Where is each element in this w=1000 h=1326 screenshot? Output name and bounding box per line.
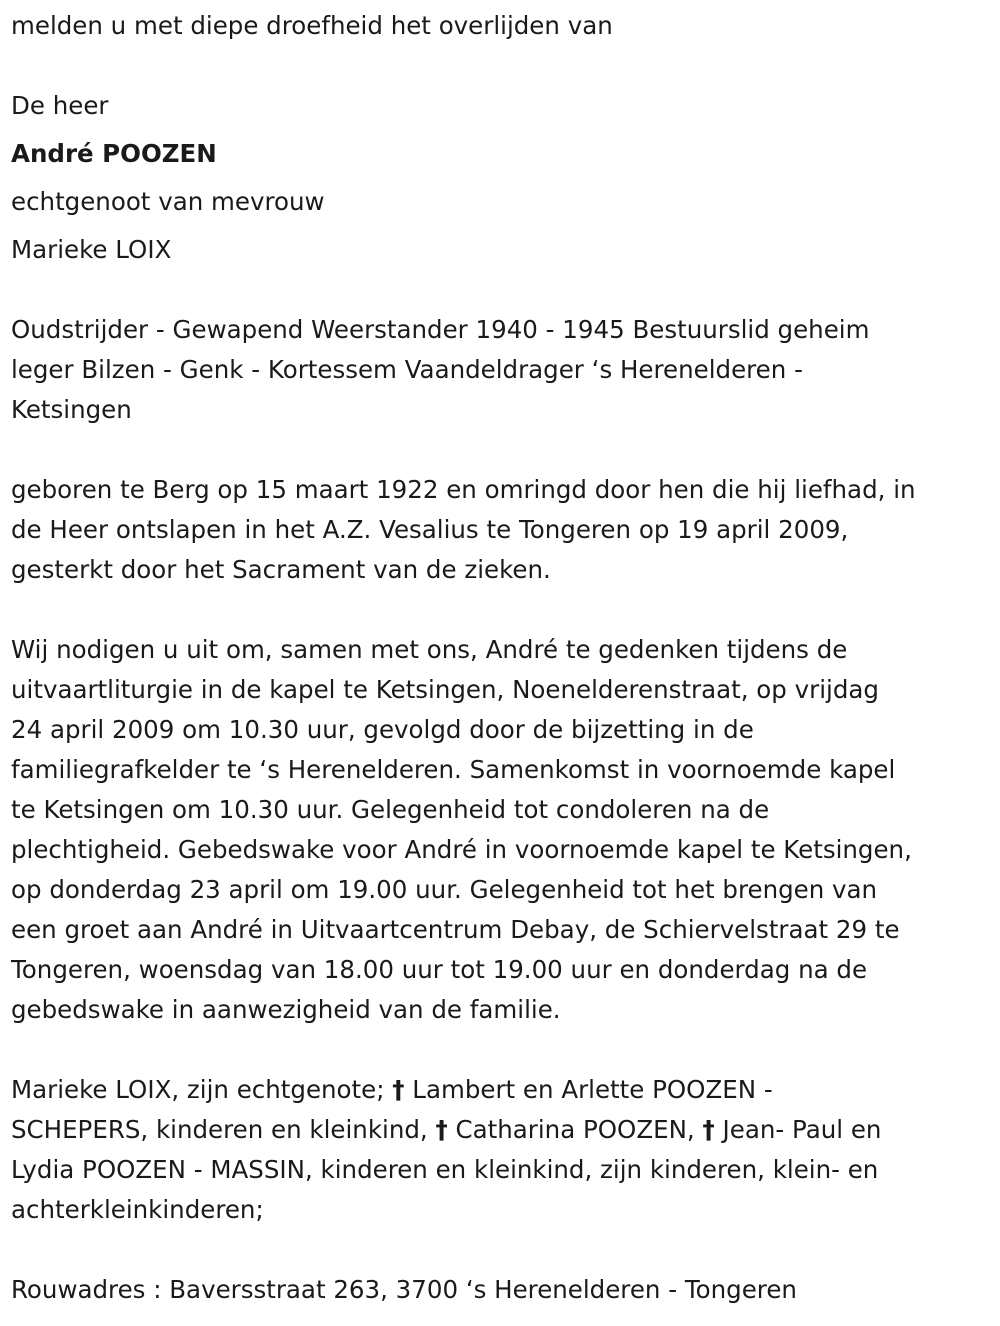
cross-icon: † — [392, 1075, 405, 1104]
invitation-line: Tongeren, woensdag van 18.00 uur tot 19.00 uur en donderdag na de — [11, 955, 868, 984]
spacer — [11, 1030, 991, 1070]
birth-death-paragraph — [11, 470, 991, 590]
spouse-name: Marieke LOIX — [11, 235, 172, 264]
roles-line: Oudstrijder - Gewapend Weerstander 1940 - 1945 Bestuurslid geheim — [11, 315, 870, 344]
cross-icon: † — [702, 1115, 715, 1144]
family-text: Marieke LOIX, zijn echtgenote; — [11, 1075, 393, 1104]
cross-icon: † — [435, 1115, 448, 1144]
family-text: Jean- Paul en — [714, 1115, 882, 1144]
family-text: Catharina POOZEN, — [447, 1115, 703, 1144]
obituary-document — [11, 6, 991, 1310]
invitation-line: familiegrafkelder te ‘s Herenelderen. Samenkomst in voornoemde kapel — [11, 755, 896, 784]
spacer — [11, 590, 991, 630]
deceased-name: André POOZEN — [11, 139, 217, 168]
family-text: SCHEPERS, kinderen en kleinkind, — [11, 1115, 436, 1144]
spacer — [11, 46, 991, 86]
spacer — [11, 222, 991, 230]
spacer — [11, 174, 991, 182]
birth-death-line: geboren te Berg op 15 maart 1922 en omringd door hen die hij liefhad, in — [11, 475, 916, 504]
invitation-paragraph — [11, 630, 991, 1030]
roles-line: Ketsingen — [11, 395, 132, 424]
title-prefix: De heer — [11, 91, 109, 120]
invitation-line: 24 april 2009 om 10.30 uur, gevolgd door de bijzetting in de — [11, 715, 754, 744]
invitation-line: uitvaartliturgie in de kapel te Ketsingen, Noenelderenstraat, op vrijdag — [11, 675, 879, 704]
invitation-line: te Ketsingen om 10.30 uur. Gelegenheid tot condoleren na de — [11, 795, 770, 824]
invitation-line: op donderdag 23 april om 19.00 uur. Gelegenheid tot het brengen van — [11, 875, 878, 904]
family-text: Lambert en Arlette POOZEN - — [404, 1075, 773, 1104]
invitation-line: Wij nodigen u uit om, samen met ons, André te gedenken tijdens de — [11, 635, 848, 664]
spacer — [11, 126, 991, 134]
roles-paragraph — [11, 310, 991, 430]
invitation-line: plechtigheid. Gebedswake voor André in voornoemde kapel te Ketsingen, — [11, 835, 912, 864]
family-paragraph — [11, 1070, 991, 1230]
spacer — [11, 1230, 991, 1270]
birth-death-line: gesterkt door het Sacrament van de zieken. — [11, 555, 551, 584]
family-line: achterkleinkinderen; — [11, 1195, 264, 1224]
spouse-label: echtgenoot van mevrouw — [11, 187, 325, 216]
intro-text: melden u met diepe droefheid het overlijden van — [11, 11, 613, 40]
family-line: Lydia POOZEN - MASSIN, kinderen en kleinkind, zijn kinderen, klein- en — [11, 1155, 879, 1184]
family-line — [11, 1110, 991, 1150]
roles-line: leger Bilzen - Genk - Kortessem Vaandeldrager ‘s Herenelderen - — [11, 355, 803, 384]
invitation-line: gebedswake in aanwezigheid van de familie. — [11, 995, 561, 1024]
invitation-line: een groet aan André in Uitvaartcentrum Debay, de Schiervelstraat 29 te — [11, 915, 900, 944]
spacer — [11, 270, 991, 310]
spacer — [11, 430, 991, 470]
mourning-address: Rouwadres : Baversstraat 263, 3700 ‘s Herenelderen - Tongeren — [11, 1275, 797, 1304]
birth-death-line: de Heer ontslapen in het A.Z. Vesalius te Tongeren op 19 april 2009, — [11, 515, 849, 544]
family-line — [11, 1070, 991, 1110]
